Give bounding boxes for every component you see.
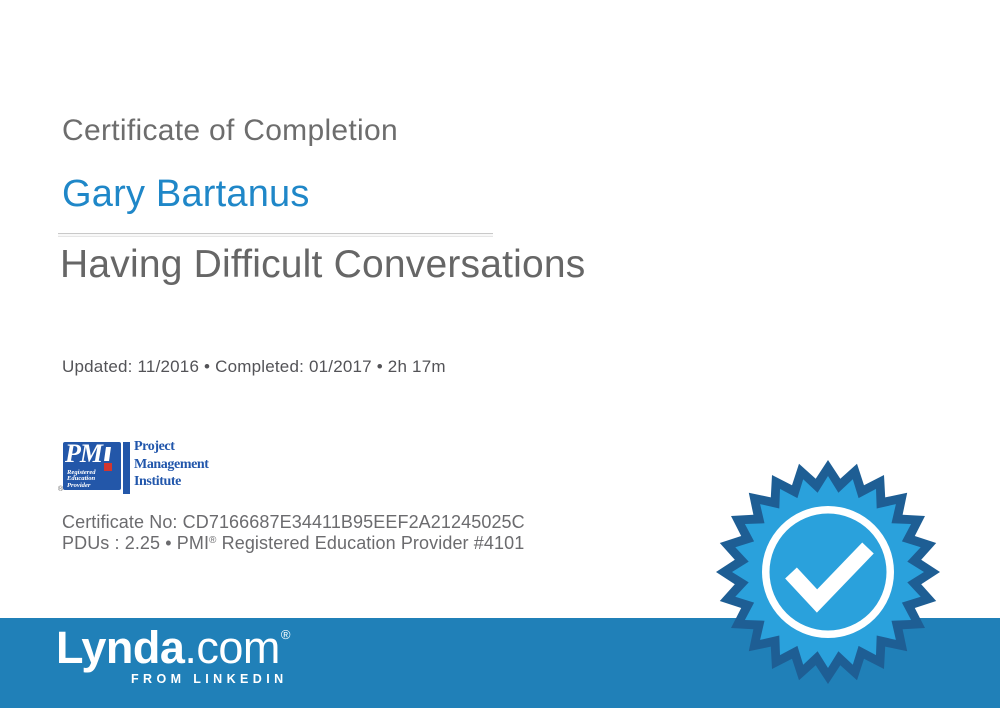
- pmi-rep-line: Registered: [67, 469, 96, 476]
- pmi-org-line: Institute: [134, 474, 181, 489]
- course-meta-line: Updated: 11/2016 • Completed: 01/2017 • 2h 17m: [62, 357, 446, 376]
- footer-tagline: FROM LINKEDIN: [131, 672, 288, 686]
- pmi-divider-bar: [123, 442, 130, 494]
- pmi-org-line: Project: [134, 439, 175, 454]
- pdus-text-rest: Registered Education Provider #4101: [216, 533, 525, 553]
- pmi-org-line: Management: [134, 456, 209, 472]
- recipient-name: Gary Bartanus: [62, 173, 310, 215]
- pmi-rep-lines: [67, 470, 96, 489]
- pmi-registered-superscript: ®: [209, 535, 217, 546]
- certificate-heading: Certificate of Completion: [62, 114, 398, 147]
- seal-core-circle: [770, 514, 887, 631]
- pmi-organization-name: [134, 438, 209, 491]
- completion-seal-badge: [708, 452, 948, 692]
- pmi-exclamation-bar-icon: [104, 447, 111, 461]
- lynda-registered-mark: ®: [280, 627, 291, 642]
- pdus-text: PDUs : 2.25 • PMI: [62, 533, 210, 553]
- pmi-exclamation-dot-icon: [104, 463, 112, 471]
- pmi-registered-mark: ®: [58, 486, 64, 493]
- lynda-logo-com: .com: [184, 622, 280, 673]
- course-title: Having Difficult Conversations: [60, 243, 586, 286]
- pmi-rep-logo: [58, 440, 298, 498]
- pdus-line: [62, 533, 524, 554]
- certificate-number-line: Certificate No: CD7166687E34411B95EEF2A21245025C: [62, 512, 525, 532]
- pmi-rep-line: Provider: [67, 481, 91, 489]
- pmi-letters: PM: [65, 439, 102, 468]
- divider-line: [58, 233, 493, 237]
- pmi-logo-box: [63, 439, 121, 490]
- lynda-logo-bold: Lynda: [56, 622, 185, 673]
- pmi-rep-line: Education: [67, 475, 96, 483]
